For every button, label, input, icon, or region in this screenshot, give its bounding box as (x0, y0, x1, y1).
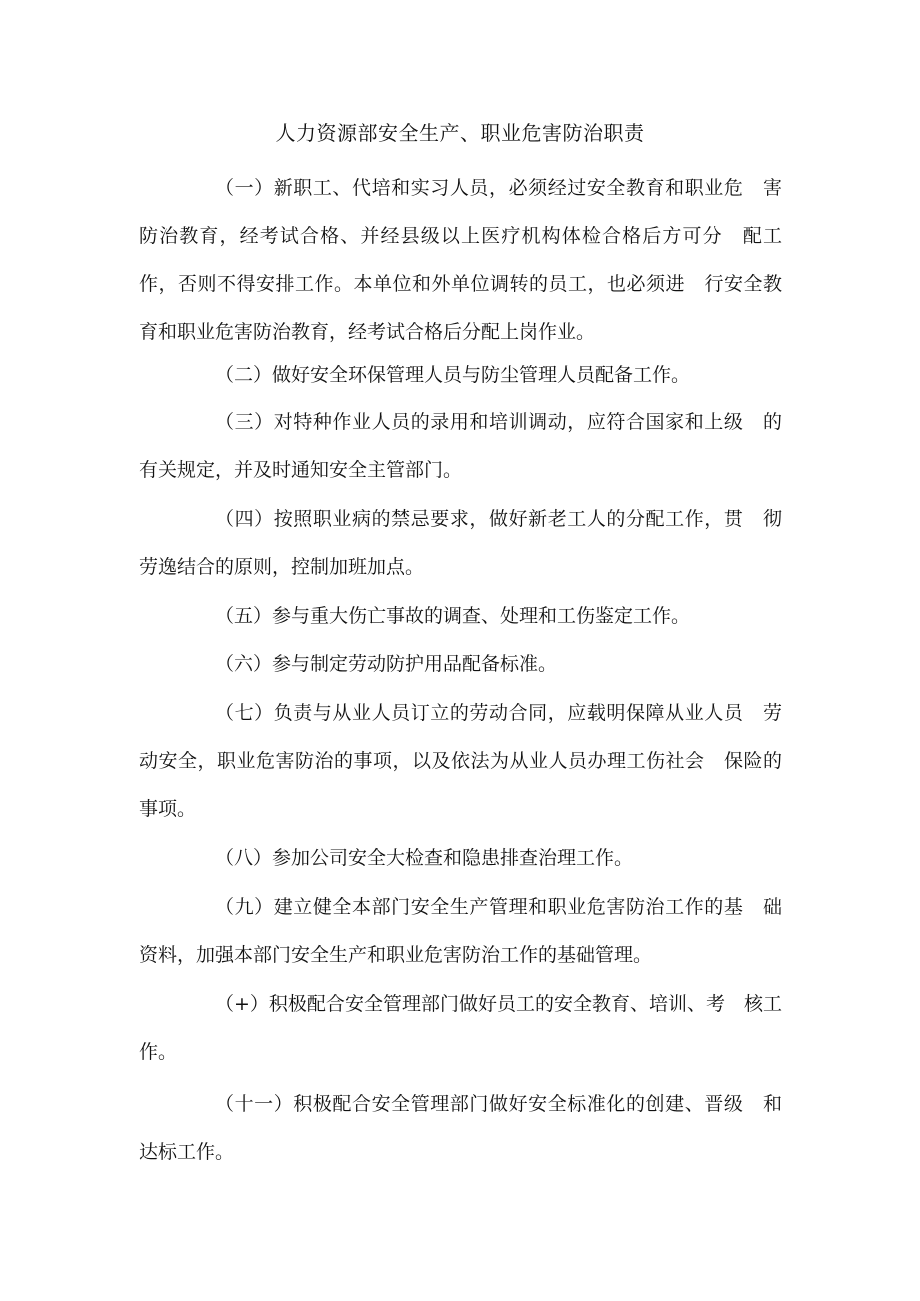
paragraph-11: （十一）积极配合安全管理部门做好安全标准化的创建、晋级 和达标工作。 (139, 1093, 782, 1163)
paragraph-2: （二）做好安全环保管理人员与防尘管理人员配备工作。 (215, 364, 691, 386)
page-title: 人力资源部安全生产、职业危害防治职责 (275, 121, 645, 145)
paragraph-8: （八）参加公司安全大检查和隐患排查治理工作。 (215, 847, 634, 869)
paragraph-10: （+）积极配合安全管理部门做好员工的安全教育、培训、考 核工作。 (139, 993, 782, 1063)
paragraph-7: （七）负责与从业人员订立的劳动合同，应载明保障从业人员 劳动安全，职业危害防治的事项，以及依法为从业人员办理工伤社会 保险的事项。 (139, 702, 782, 820)
paragraph-9: （九）建立健全本部门安全生产管理和职业危害防治工作的基 础资料，加强本部门安全生产和职业危害防治工作的基础管理。 (139, 896, 782, 966)
paragraph-3: （三）对特种作业人员的录用和培训调动，应符合国家和上级 的有关规定，并及时通知安全主管部门。 (139, 411, 782, 481)
paragraph-4: （四）按照职业病的禁忌要求，做好新老工人的分配工作，贯 彻劳逸结合的原则，控制加班加点。 (139, 508, 782, 578)
paragraph-6: （六）参与制定劳动防护用品配备标准。 (215, 653, 558, 675)
paragraph-5: （五）参与重大伤亡事故的调查、处理和工伤鉴定工作。 (215, 605, 691, 627)
paragraph-1: （一）新职工、代培和实习人员，必须经过安全教育和职业危 害防治教育，经考试合格、并经县级以上医疗机构体检合格后方可分 配工作，否则不得安排工作。本单位和外单位调转的员工，也必须进 行安全教育和职业危害防治教育，经考试合格后分配上岗作业。 (139, 177, 782, 343)
